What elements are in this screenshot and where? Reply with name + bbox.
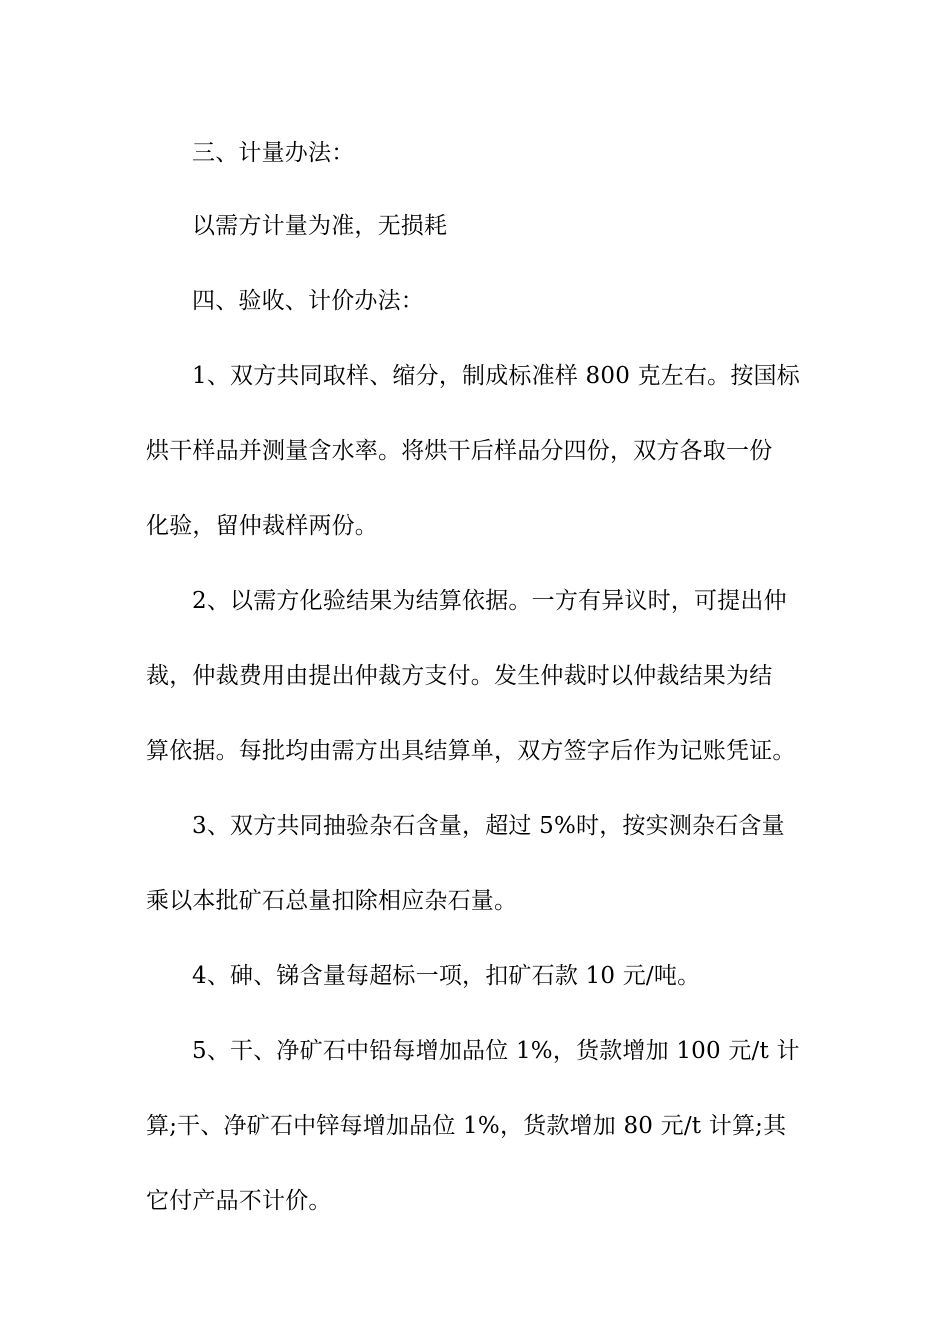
- paragraph-line: 3、双方共同抽验杂石含量，超过 5%时，按实测杂石含量: [192, 813, 785, 839]
- section-heading-measurement: 三、计量办法：: [192, 140, 355, 166]
- paragraph-line: 5、干、净矿石中铅每增加品位 1%，货款增加 100 元/t 计: [192, 1038, 800, 1064]
- paragraph-line: 算依据。每批均由需方出具结算单，双方签字后作为记账凭证。: [146, 738, 796, 764]
- section-heading-acceptance: 四、验收、计价办法：: [192, 288, 424, 314]
- paragraph-line: 以需方计量为准，无损耗: [192, 213, 448, 239]
- paragraph-line: 4、砷、锑含量每超标一项，扣矿石款 10 元/吨。: [192, 963, 701, 989]
- paragraph-line: 化验，留仲裁样两份。: [146, 513, 378, 539]
- paragraph-line: 乘以本批矿石总量扣除相应杂石量。: [146, 888, 518, 914]
- paragraph-line: 2、以需方化验结果为结算依据。一方有异议时，可提出仲: [192, 588, 787, 614]
- paragraph-line: 算;干、净矿石中锌每增加品位 1%，货款增加 80 元/t 计算;其: [146, 1113, 787, 1139]
- paragraph-line: 1、双方共同取样、缩分，制成标准样 800 克左右。按国标: [192, 363, 800, 389]
- paragraph-line: 裁，仲裁费用由提出仲裁方支付。发生仲裁时以仲裁结果为结: [146, 663, 773, 689]
- paragraph-line: 它付产品不计价。: [146, 1188, 332, 1214]
- paragraph-line: 烘干样品并测量含水率。将烘干后样品分四份，双方各取一份: [146, 438, 773, 464]
